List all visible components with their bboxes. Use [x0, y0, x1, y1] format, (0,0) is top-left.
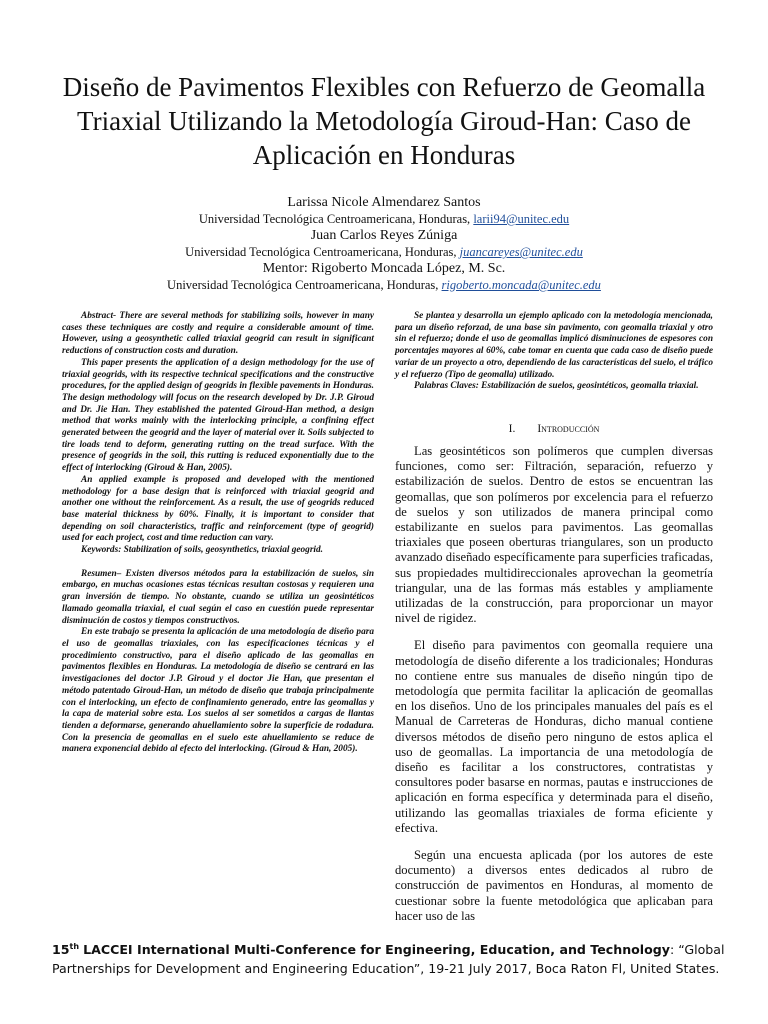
intro-p2: El diseño para pavimentos con geomalla requiere una metodología de diseño diferente a los tradicionales; Honduras no contiene entre sus manuales de diseño ningún tipo de metodología que permita facilitar la aplicación de geomallas en los diseños. Uno de los principales manuales del país es el Manual de Carreteras de Honduras, dicho manual contiene diversos métodos de diseño pero ninguno de estos aplica el uso de geomallas. La importancia de una metodología de diseño es facilitar a los constructores, contratistas y consultores poder basarse en normas, pautas e instrucciones de aplicación en forma específica y determinada para el diseño, utilizando las geomallas triaxiales de forma eficiente y efectiva.	[395, 638, 713, 835]
author-affiliation-3	[40, 277, 728, 293]
email-link-3[interactable]: rigoberto.moncada@unitec.edu	[441, 278, 601, 292]
abstract-en-p1: Abstract- There are several methods for stabilizing soils, however in many cases these techniques are costly and require a considerable amount of time. However, using a geosynthetic called triaxial geogrid can result in significant reductions of construction costs and duration.	[62, 311, 374, 357]
affiliation-text-3: Universidad Tecnológica Centroamericana, Honduras,	[167, 278, 439, 292]
paper-title: Diseño de Pavimentos Flexibles con Refuerzo de Geomalla Triaxial Utilizando la Metodología Giroud-Han: Caso de Aplicación en Honduras	[62, 72, 706, 170]
footer-details: : “Global Partnerships for Development and Engineering Education”, 19-21 July 2017, Boca Raton Fl, United States.	[52, 942, 725, 977]
right-column	[395, 311, 713, 936]
footer-conference: LACCEI International Multi-Conference for Engineering, Education, and Technology	[83, 942, 671, 958]
resumen-p1: Resumen– Existen diversos métodos para la estabilización de suelos, sin embargo, en muchas ocasiones estas técnicas resultan costosas y requieren una gran inversión de tiempo. No obstante, cuando se utiliza un geosintéticos llamado geomalla triaxial, el cual según el caso en cuestión puede representar disminución de costos y tiempos constructivos.	[62, 568, 374, 626]
author-name-1: Larissa Nicole Almendarez Santos	[287, 195, 481, 210]
section-heading	[395, 423, 713, 435]
email-link-1[interactable]: larii94@unitec.edu	[473, 212, 570, 226]
author-name-2: Juan Carlos Reyes Zúniga	[310, 228, 458, 243]
abstract-en-p3: An applied example is proposed and developed with the mentioned methodology for a base design that is reinforced with triaxial geogrid and another one without the reinforcement. As a result, the use of geogrids reduced base material thickness by 60%. Finally, it is important to consider that depending on soil characteristics, traffic and reinforcement (type of geogrid) used for each project, cost and time reduction can vary.	[62, 474, 374, 544]
section-number: I.	[508, 422, 516, 435]
resumen-p2: En este trabajo se presenta la aplicación de una metodología de diseño para el uso de geomallas triaxiales, con las especificaciones técnicas y el procedimiento constructivo, para el diseño aplicado de las geomallas en pavimentos flexibles en Honduras. La metodología de diseño se centrará en las investigaciones del doctor J.P. Giroud y el doctor Jie Han, que presentan el método patentado Giroud-Han, un método de diseño que trabaja principalmente con el interlocking, un efecto de confinamiento generado, entre las geomallas y la capa de material sobre esta. Los suelos al ser sometidos a cargas de llantas tienden a deformarse, generando ahuellamiento sobre la superficie de rodadura. Con la presencia de geomallas en el suelo este ahuellamiento se reduce de manera exponencial debido al efecto del interlocking. (Giroud & Han, 2005).	[62, 627, 374, 755]
email-link-2[interactable]: juancareyes@unitec.edu	[459, 245, 583, 259]
conference-footer	[52, 937, 732, 978]
palabras-claves: Palabras Claves: Estabilización de suelos, geosintéticos, geomalla triaxial.	[414, 381, 699, 392]
author-affiliation-1	[40, 211, 728, 227]
intro-text	[395, 444, 713, 924]
footer-edition: 15th	[52, 942, 80, 958]
keywords-en: Keywords: Stabilization of soils, geosynthetics, triaxial geogrid.	[81, 545, 323, 556]
affiliation-text-2: Universidad Tecnológica Centroamericana, Honduras,	[185, 245, 457, 259]
abstract-en-p2: This paper presents the application of a design methodology for the use of triaxial geogrids, with its respective technical specifications and the constructive procedures, for the applied design of geogrids in flexible pavements in Honduras. The design methodology will focus on the research developed by Dr. J.P. Giroud and Dr. Jie Han. They established the patented Giroud-Han method, a design method that works mainly with the interlocking principle, a confining effect generated between the geogrid and the layer of material over it. Soils subjected to tire loads tend to deform, generating rutting on the tread surface. With the presence of geogrids in the soil, this rutting is reduced exponentially due to the effect of interlocking (Giroud & Han, 2005).	[62, 357, 374, 474]
left-column	[62, 311, 374, 756]
author-name-3: Mentor: Rigoberto Moncada López, M. Sc.	[262, 261, 506, 276]
affiliation-text-1: Universidad Tecnológica Centroamericana, Honduras,	[198, 212, 471, 226]
section-title: Introducción	[537, 422, 600, 435]
author-block	[40, 195, 728, 294]
intro-p3: Según una encuesta aplicada (por los autores de este documento) a diversos entes dedicados al rubro de construcción de pavimentos en Honduras, al momento de cuestionar sobre la fuente metodológica que aplicaban para hacer uso de las	[395, 848, 713, 923]
author-affiliation-2	[40, 244, 728, 260]
resumen-continued	[395, 311, 713, 393]
intro-p1: Las geosintéticos son polímeros que cumplen diversas funciones, como ser: Filtración, separación, refuerzo y estabilización de suelos. Dentro de estos se encuentran las geomallas, que son polímeros por excelencia para el refuerzo de suelos y son utilizados de manera principal como estabilizante en suelos para pavimentos. Las geomallas triaxiales que poseen oberturas triangulares, son un producto avanzado diseñado específicamente para superficies traficadas, sus propiedades multidireccionales aprovechan la geometría triangular, una de las formas más estables y ampliamente utilizadas de la construcción, para proporcionar un mayor nivel de rigidez.	[395, 443, 713, 626]
resumen-p3: Se plantea y desarrolla un ejemplo aplicado con la metodología mencionada, para un diseño reforzad, de una base sin pavimento, con geomalla triaxial y otro sin el refuerzo; donde el uso de geomallas implicó disminuciones de espesores con porcentajes mayores al 60%, cabe tomar en cuenta que cada caso de diseño puede variar de un proyecto a otro, dependiendo de las características del suelo, el tráfico y el refuerzo (Tipo de geomalla) utilizado.	[395, 311, 713, 380]
